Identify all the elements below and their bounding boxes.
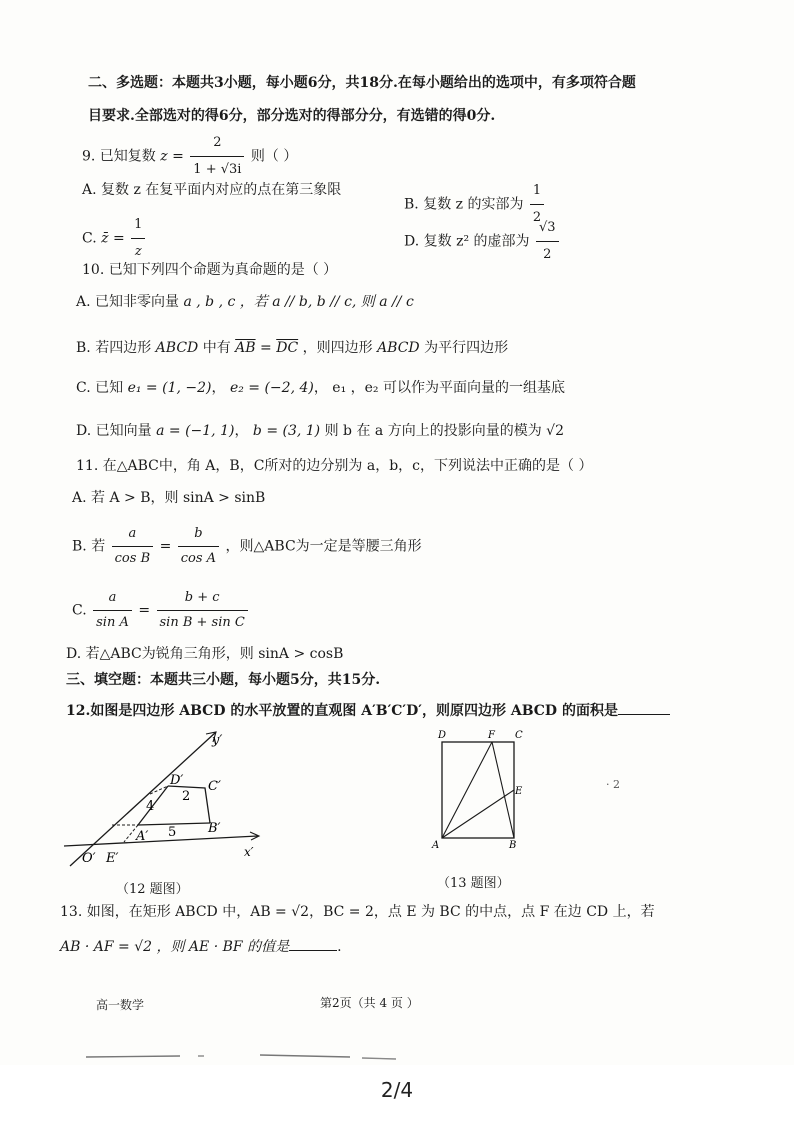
q10-option-a: [76, 294, 414, 311]
q10-option-c-pre: C. 已知: [76, 380, 124, 396]
q11-option-b-frac2: [178, 522, 219, 571]
q10-option-d-b: b = (3, 1): [252, 423, 321, 439]
q9-z: z: [160, 148, 168, 165]
q9-fraction-num: 2: [190, 130, 244, 157]
q12-stem-text: 12.如图是四边形 ABCD 的水平放置的直观图 A′B′C′D′，则原四边形 ABCD 的面积是: [66, 703, 618, 719]
q11-option-c-num2: b + c: [157, 586, 248, 611]
q11-stem: 11. 在△ABC中，角 A，B，C所对的边分别为 a，b，c，下列说法中正确的是（ ）: [76, 458, 593, 474]
q9-option-b-den: 2: [532, 210, 542, 225]
label-b: B′: [208, 821, 221, 836]
q11-option-d: D. 若△ABC为锐角三角形，则 sinA > cosB: [66, 646, 344, 662]
q10-option-a-post: ，若 a // b, b // c, 则 a // c: [239, 294, 414, 310]
q11-option-b: [72, 522, 422, 571]
q11-option-b-label: B. 若: [72, 538, 106, 555]
label-f: F: [488, 730, 495, 741]
q9-option-d-num: √3: [536, 215, 559, 242]
page-indicator: 2/4: [380, 1078, 414, 1102]
label-a: A: [432, 840, 440, 851]
segment-af: [442, 742, 492, 838]
label-e: E: [515, 786, 523, 797]
q10-option-b-vec-dc: $\overline{DC}$: [276, 340, 299, 356]
label-x: x′: [244, 845, 254, 859]
footer-subject: 高一数学: [96, 998, 145, 1012]
label-c: C: [515, 730, 523, 741]
q9-option-d-frac: [536, 215, 559, 268]
q10-option-a-pre: A. 已知非零向量: [76, 294, 180, 310]
q13-stem-line1: 13. 如图，在矩形 ABCD 中，AB = √2，BC = 2，点 E 为 BC 的中点，点 F 在边 CD 上，若: [60, 904, 655, 920]
q10-option-d-pre: D. 已知向量: [76, 423, 152, 439]
q9-option-d-den: 2: [543, 247, 552, 262]
q13-stem-line2-end: .: [337, 939, 342, 955]
q12-answer-blank: [618, 702, 670, 715]
q11-option-c-den2: sin B + sin C: [159, 615, 245, 630]
q11-option-b-den2: cos A: [180, 551, 217, 566]
q11-option-a: A. 若 A > B，则 sinA > sinB: [72, 490, 266, 506]
q12-stem: [66, 702, 670, 720]
q9-option-a: A. 复数 z 在复平面内对应的点在第三象限: [82, 182, 342, 198]
q10-option-c-e1: e₁ = (1, −2): [127, 380, 212, 396]
q10-option-d-post: 则 b 在 a 方向上的投影向量的模为 √2: [324, 423, 564, 439]
q10-option-b-quad: ABCD: [155, 340, 199, 356]
artifact-stroke: [86, 1056, 180, 1057]
q10-option-b-eq: =: [260, 340, 272, 356]
q12-figure: [58, 728, 268, 868]
section3-heading: 三、填空题：本题共三小题，每小题5分，共15分.: [66, 672, 381, 688]
q9-option-c-num: 1: [131, 212, 145, 239]
label-len-5: 5: [168, 825, 177, 840]
q9-option-c-label: C.: [82, 230, 97, 247]
q11-option-c-frac1: [93, 586, 132, 635]
footer-page-info: 第2页（共 4 页 ）: [320, 996, 419, 1010]
stray-mark: · 2: [606, 778, 620, 791]
q11-option-c-num1: a: [93, 586, 132, 611]
q11-option-b-den1: cos B: [114, 551, 151, 566]
q9-option-c: [82, 212, 147, 265]
q10-option-b-vec-ab: $\overline{AB}$: [235, 340, 256, 356]
segment-ae: [442, 790, 514, 838]
q9-option-c-frac: [131, 212, 145, 265]
q9-option-b-text: B. 复数 z 的实部为: [404, 196, 524, 213]
q11-option-b-post: ，则△ABC为一定是等腰三角形: [225, 538, 422, 555]
label-b: B: [509, 840, 517, 851]
y-axis-line: [70, 732, 216, 866]
q13-figure-caption: （13 题图）: [437, 876, 510, 891]
label-d: D: [438, 730, 447, 741]
artifact-stroke: [260, 1055, 350, 1057]
label-d: D′: [170, 773, 184, 788]
q11-option-c-eq: =: [138, 602, 151, 619]
q10-option-c-post: e₁ ，e₂ 可以作为平面向量的一组基底: [332, 380, 565, 396]
q13-answer-blank: [289, 938, 337, 951]
q9-option-b-num: 1: [530, 178, 544, 205]
q10-option-c-e2: e₂ = (−2, 4): [229, 380, 314, 396]
q11-option-b-num1: a: [112, 522, 153, 547]
q9-stem-post: 则（ ）: [250, 148, 298, 165]
q10-option-a-vectors: a , b , c: [183, 294, 236, 310]
label-e: E′: [106, 851, 119, 866]
section2-heading-line1: 二、多选题：本题共3小题，每小题6分，共18分.在每小题给出的选项中，有多项符合题: [88, 75, 636, 91]
q13-figure: [428, 728, 538, 852]
label-len-4: 4: [146, 799, 155, 814]
q10-option-d: D. 已知向量 a = (−1, 1)， b = (3, 1) 则 b 在 a 方向上的投影向量的模为 √2: [76, 423, 564, 439]
q11-option-b-num2: b: [178, 522, 219, 547]
q11-option-c-label: C.: [72, 602, 87, 619]
label-o: O′: [82, 851, 96, 866]
label-y: y′: [212, 733, 223, 748]
q10-option-d-a: a = (−1, 1): [156, 423, 235, 439]
section2-heading-line2: 目要求.全部选对的得6分，部分选对的得部分分，有选错的得0分.: [88, 108, 496, 124]
q9-option-d: [404, 215, 561, 268]
artifact-stroke: [362, 1058, 396, 1059]
q9-eq: =: [172, 148, 184, 165]
label-c: C′: [208, 779, 221, 794]
q11-option-c-den1: sin A: [96, 615, 129, 630]
q9-option-c-den: z: [134, 244, 142, 259]
q10-option-b-post: ，则四边形: [302, 340, 373, 356]
q11-option-b-eq: =: [159, 538, 172, 555]
q9-fraction-den: 1 + √3i: [193, 162, 242, 177]
scan-artifact: [80, 1050, 400, 1064]
q10-option-b-end: 为平行四边形: [424, 340, 509, 356]
q11-option-b-frac1: [112, 522, 153, 571]
q10-stem: 10. 已知下列四个命题为真命题的是（ ）: [82, 262, 338, 278]
q9-option-c-lhs: z̄ =: [101, 230, 125, 247]
q9-stem-text: 9. 已知复数: [82, 148, 156, 165]
label-len-2: 2: [182, 789, 191, 804]
q10-option-c: C. 已知 e₁ = (1, −2)， e₂ = (−2, 4)， e₁ ，e₂ 可以作为平面向量的一组基底: [76, 380, 565, 396]
q13-stem-line2-text: AB · AF = √2 ，则 AE · BF 的值是: [60, 939, 290, 955]
q11-option-c: [72, 586, 250, 635]
q9-stem: [82, 130, 297, 183]
q9-fraction: [190, 130, 244, 183]
label-a: A′: [136, 829, 149, 844]
q12-figure-caption: （12 题图）: [116, 882, 189, 897]
q13-stem-line2: [60, 938, 342, 956]
q9-option-d-text: D. 复数 z² 的虚部为: [404, 233, 530, 250]
segment-bf: [492, 742, 514, 838]
q11-option-c-frac2: [157, 586, 248, 635]
q10-option-b-mid: 中有: [202, 340, 231, 356]
q10-option-b-pre: B. 若四边形: [76, 340, 152, 356]
q10-option-b: [76, 340, 508, 357]
q10-option-b-quad2: ABCD: [377, 340, 420, 356]
